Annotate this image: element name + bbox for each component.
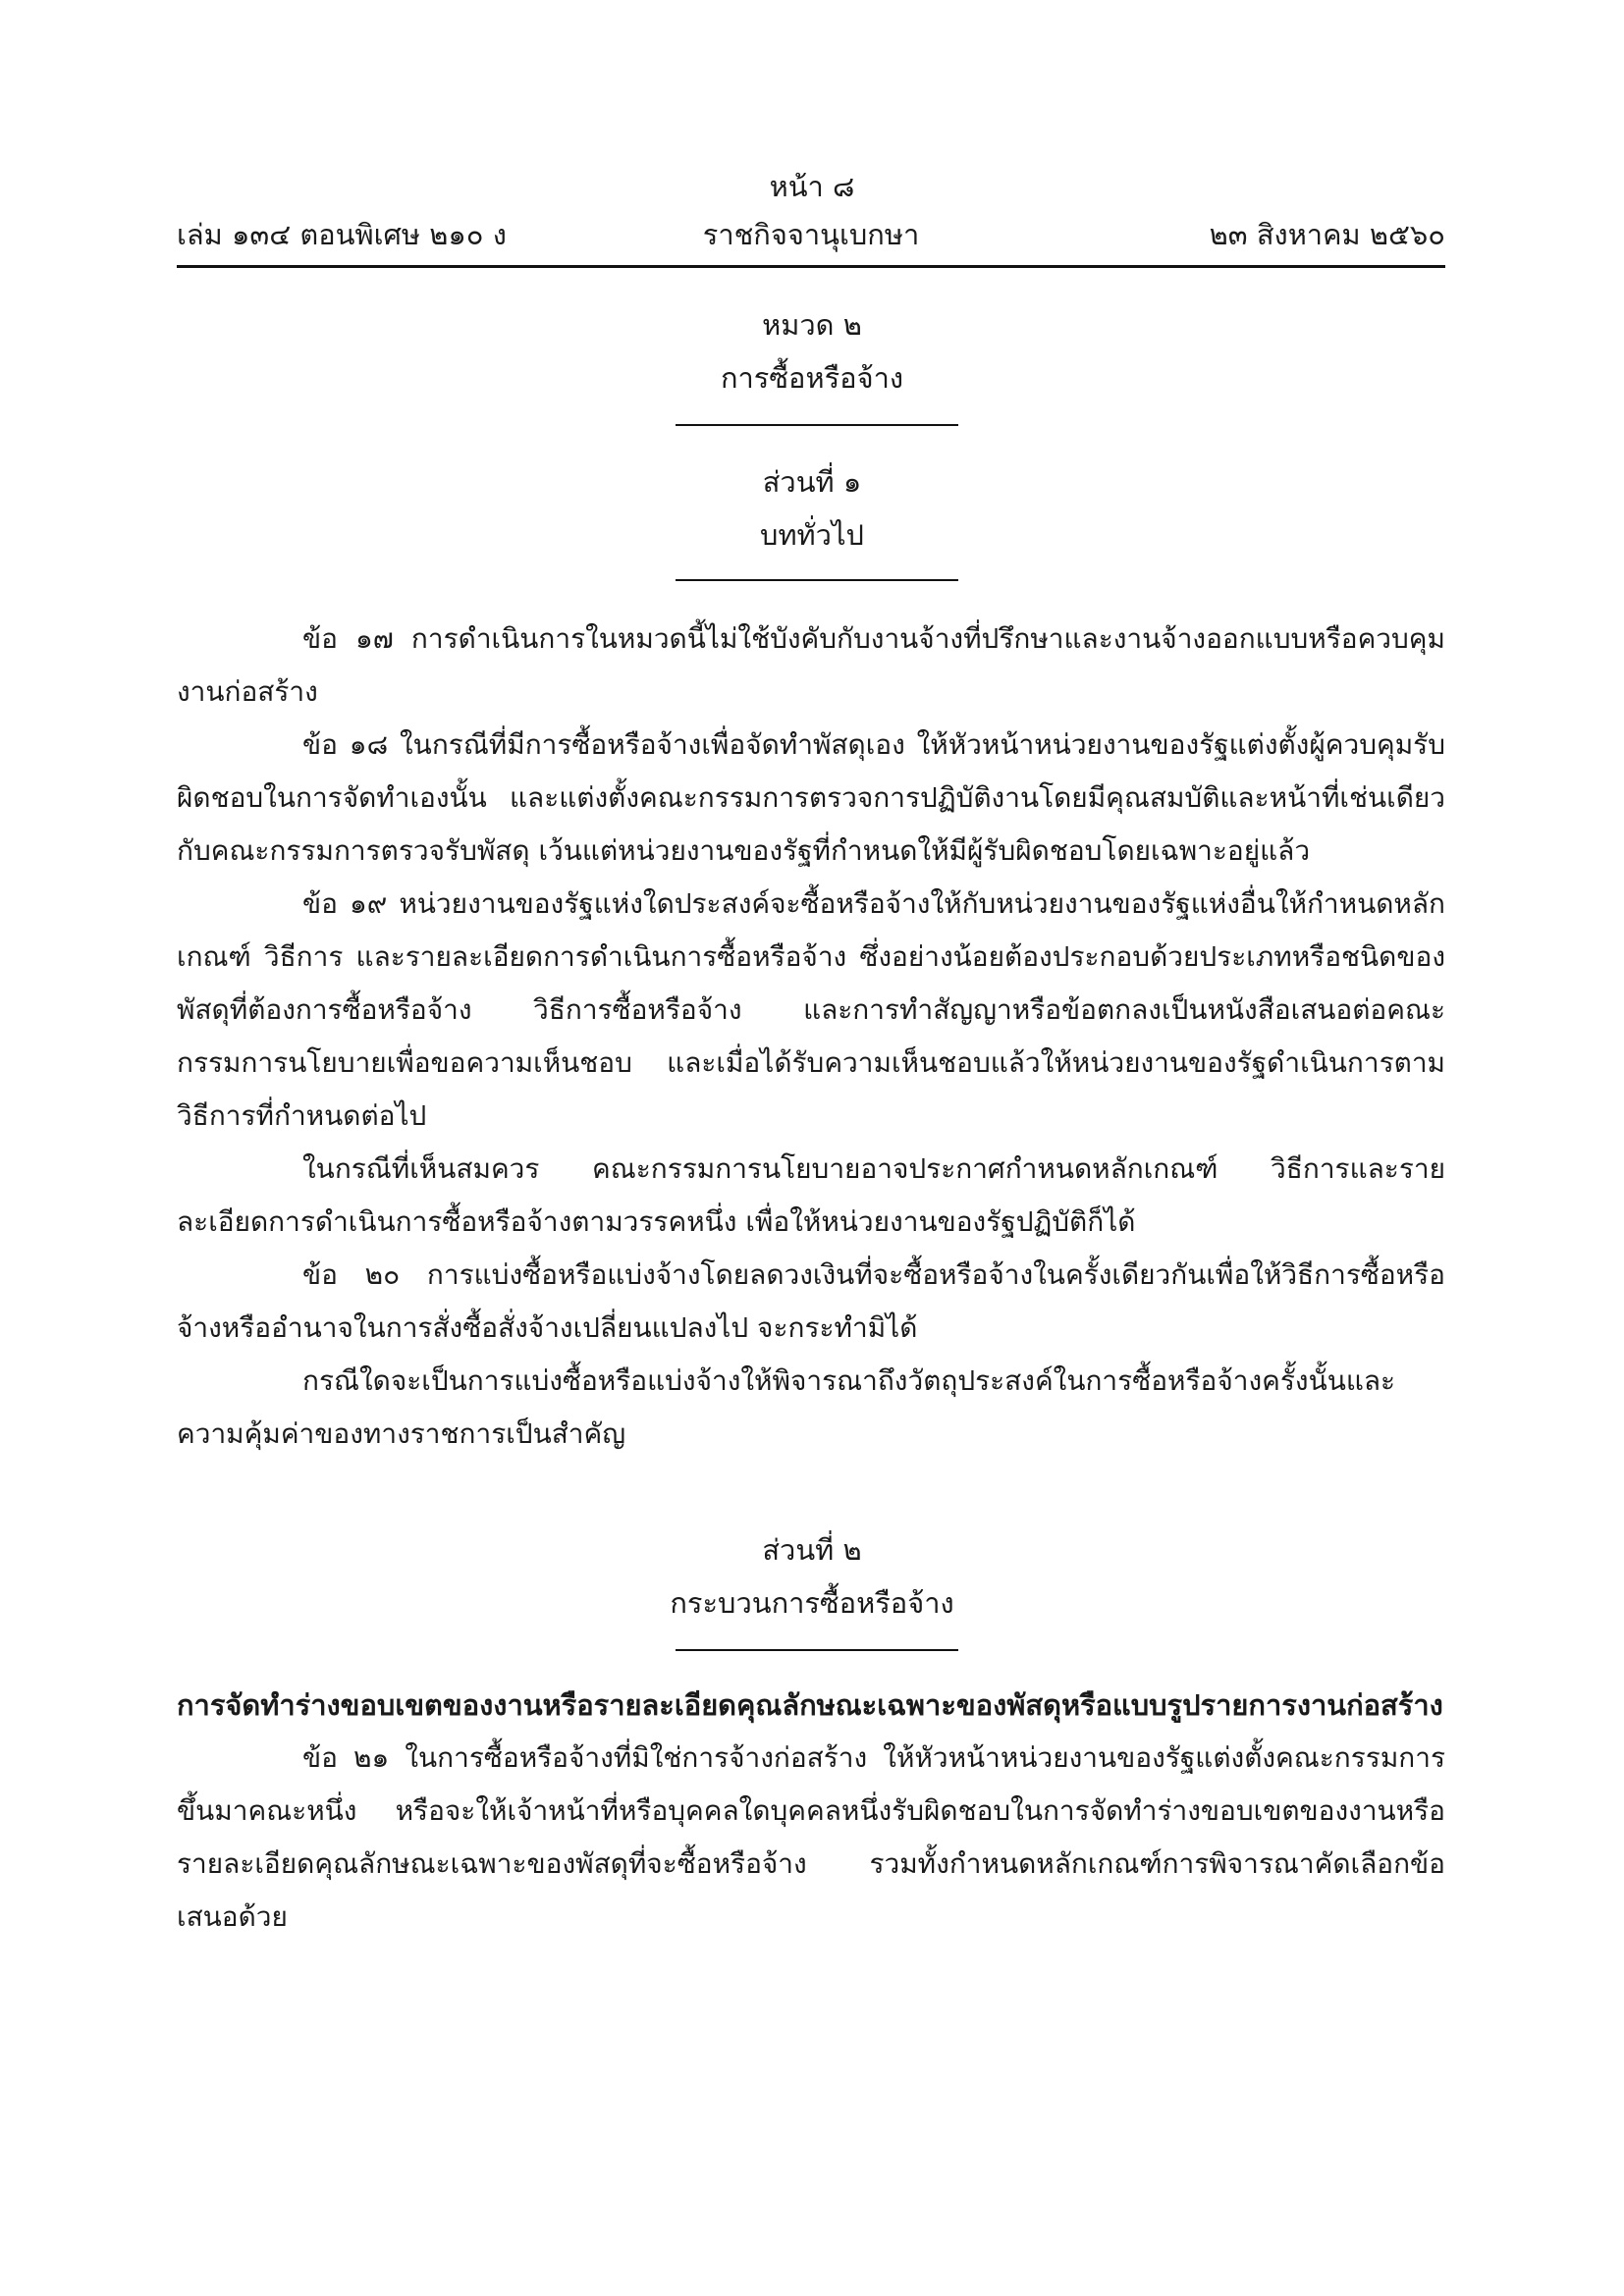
clause-20-paragraph-2: กรณีใดจะเป็นการแบ่งซื้อหรือแบ่งจ้างให้พิจารณาถึงวัตถุประสงค์ในการซื้อหรือจ้างครั้งนั้นและความคุ้มค่าของทางราชการเป็นสำคัญ bbox=[177, 1364, 1396, 1450]
part1-heading bbox=[0, 455, 1624, 561]
clause-18: ข้อ ๑๘ ในกรณีที่มีการซื้อหรือจ้างเพื่อจัดทำพัสดุเอง ให้หัวหน้าหน่วยงานของรัฐแต่งตั้งผู้ควบคุมรับผิดชอบในการจัดทำเองนั้น และแต่งตั้งคณะกรรมการตรวจการปฏิบัติงานโดยมีคุณสมบัติและหน้าที่เช่นเดียวกับคณะกรรมการตรวจรับพัสดุ เว้นแต่หน่วยงานของรัฐที่กำหนดให้มีผู้รับผิดชอบโดยเฉพาะอยู่แล้ว bbox=[177, 728, 1445, 867]
clause-17: ข้อ ๑๗ การดำเนินการในหมวดนี้ไม่ใช้บังคับกับงานจ้างที่ปรึกษาและงานจ้างออกแบบหรือควบคุมงานก่อสร้าง bbox=[177, 622, 1445, 708]
page-number: หน้า ๘ bbox=[769, 170, 855, 203]
publication-date: ๒๓ สิงหาคม ๒๕๖๐ bbox=[1209, 218, 1445, 251]
clause-20: ข้อ ๒๐ การแบ่งซื้อหรือแบ่งจ้างโดยลดวงเงินที่จะซื้อหรือจ้างในครั้งเดียวกันเพื่อให้วิธีการซื้อหรือจ้างหรืออำนาจในการสั่งซื้อสั่งจ้างเปลี่ยนแปลงไป จะกระทำมิได้ bbox=[177, 1258, 1445, 1344]
section-heading: การจัดทำร่างขอบเขตของงานหรือรายละเอียดคุณลักษณะเฉพาะของพัสดุหรือแบบรูปรายการงานก่อสร้าง bbox=[177, 1688, 1443, 1722]
part2-body bbox=[177, 1679, 1445, 1944]
volume-info: เล่ม ๑๓๔ ตอนพิเศษ ๒๑๐ ง bbox=[177, 218, 507, 251]
chapter-divider bbox=[676, 424, 958, 426]
part2-title: กระบวนการซื้อหรือจ้าง bbox=[670, 1586, 954, 1620]
part1-divider bbox=[676, 579, 958, 581]
clause-19-paragraph-2: ในกรณีที่เห็นสมควร คณะกรรมการนโยบายอาจประกาศกำหนดหลักเกณฑ์ วิธีการและรายละเอียดการดำเนินการซื้อหรือจ้างตามวรรคหนึ่ง เพื่อให้หน่วยงานของรัฐปฏิบัติก็ได้ bbox=[177, 1152, 1445, 1238]
part1-body bbox=[177, 613, 1445, 1461]
part2-divider bbox=[676, 1649, 958, 1651]
publication-name: ราชกิจจานุเบกษา bbox=[702, 218, 920, 251]
chapter-number: หมวด ๒ bbox=[762, 308, 862, 342]
chapter-heading bbox=[0, 298, 1624, 404]
header-divider bbox=[177, 265, 1445, 268]
gazette-header bbox=[177, 216, 1445, 255]
chapter-title: การซื้อหรือจ้าง bbox=[720, 361, 904, 395]
part2-heading bbox=[0, 1523, 1624, 1629]
clause-19: ข้อ ๑๙ หน่วยงานของรัฐแห่งใดประสงค์จะซื้อหรือจ้างให้กับหน่วยงานของรัฐแห่งอื่นให้กำหนดหลักเกณฑ์ วิธีการ และรายละเอียดการดำเนินการซื้อหรือจ้าง ซึ่งอย่างน้อยต้องประกอบด้วยประเภทหรือชนิดของพัสดุที่ต้องการซื้อหรือจ้าง วิธีการซื้อหรือจ้าง และการทำสัญญาหรือข้อตกลงเป็นหนังสือเสนอต่อคณะกรรมการนโยบายเพื่อขอความเห็นชอบ และเมื่อได้รับความเห็นชอบแล้วให้หน่วยงานของรัฐดำเนินการตามวิธีการที่กำหนดต่อไป bbox=[177, 887, 1445, 1132]
part2-number: ส่วนที่ ๒ bbox=[762, 1533, 862, 1567]
clause-21: ข้อ ๒๑ ในการซื้อหรือจ้างที่มิใช่การจ้างก่อสร้าง ให้หัวหน้าหน่วยงานของรัฐแต่งตั้งคณะกรรมการขึ้นมาคณะหนึ่ง หรือจะให้เจ้าหน้าที่หรือบุคคลใดบุคคลหนึ่งรับผิดชอบในการจัดทำร่างขอบเขตของงานหรือรายละเอียดคุณลักษณะเฉพาะของพัสดุที่จะซื้อหรือจ้าง รวมทั้งกำหนดหลักเกณฑ์การพิจารณาคัดเลือกข้อเสนอด้วย bbox=[177, 1741, 1445, 1933]
part1-number: ส่วนที่ ๑ bbox=[762, 465, 862, 499]
part1-title: บททั่วไป bbox=[760, 518, 864, 552]
